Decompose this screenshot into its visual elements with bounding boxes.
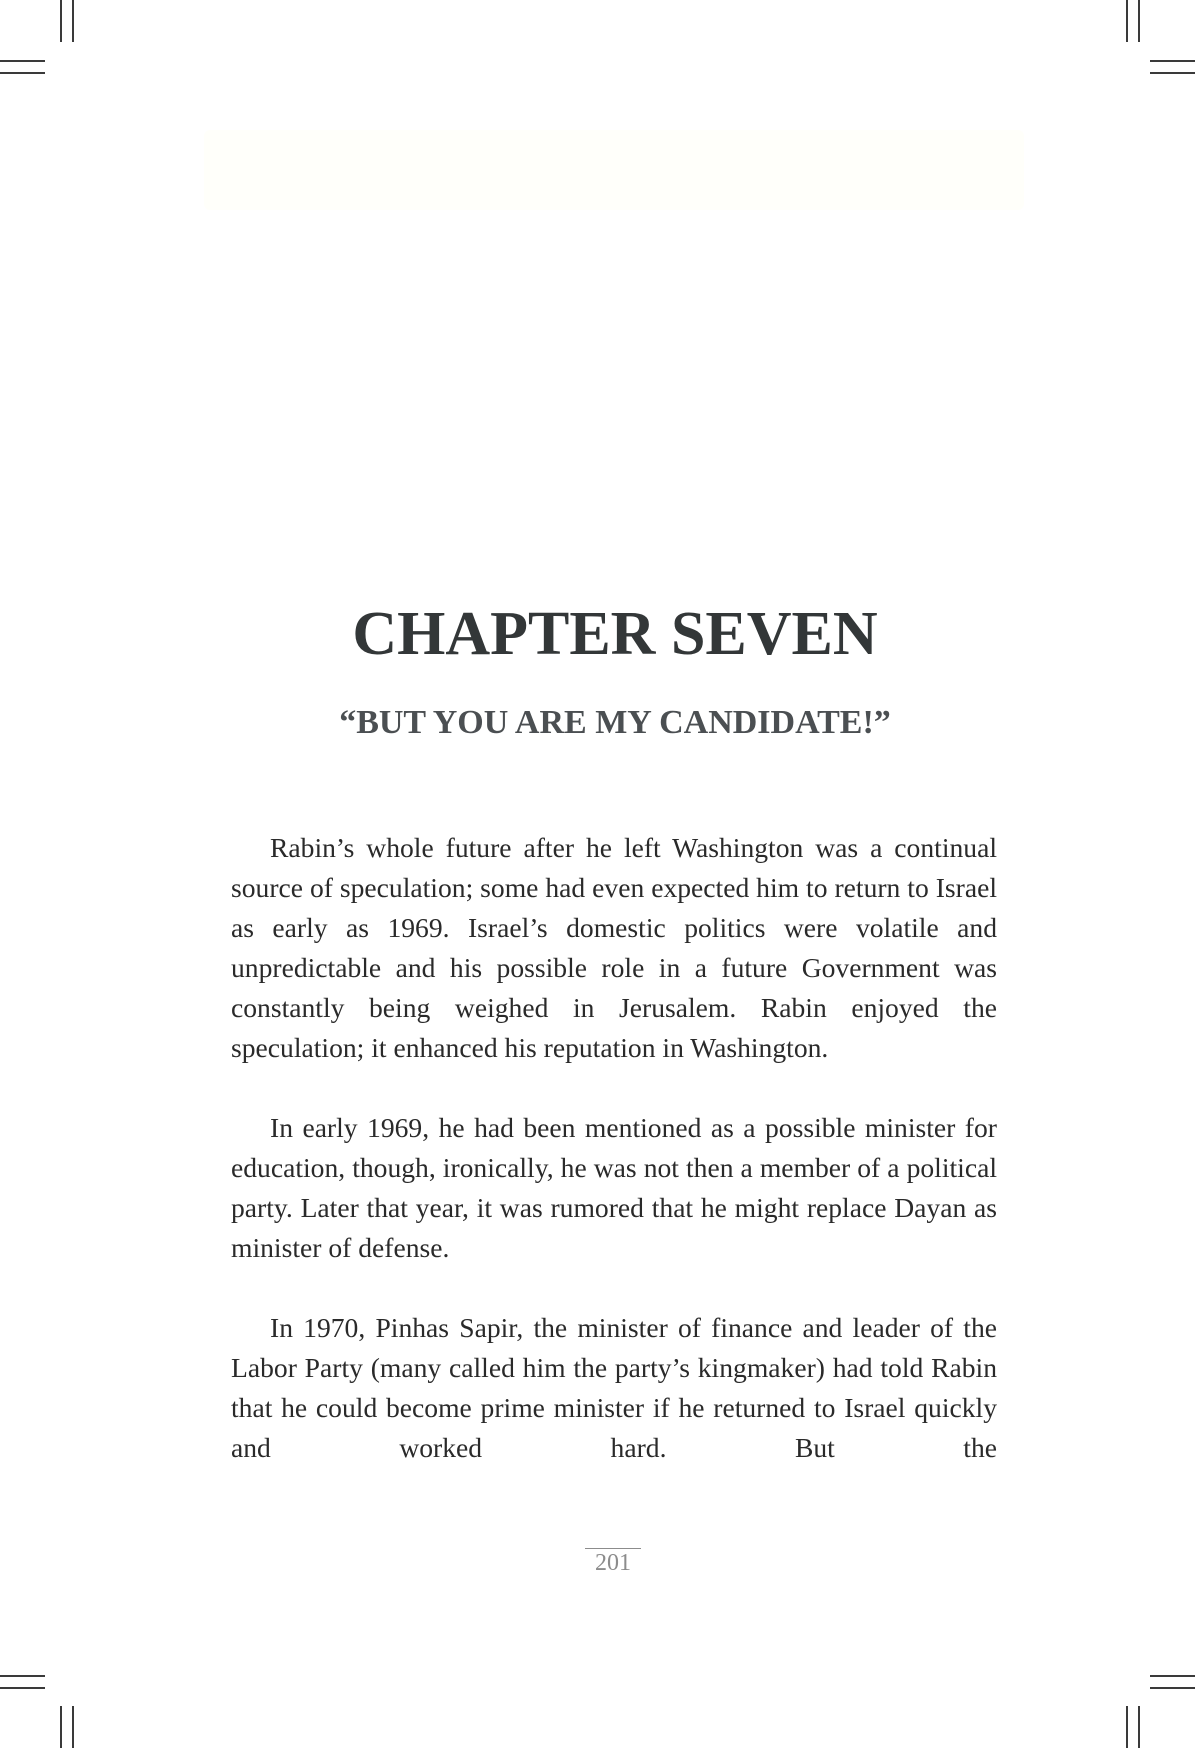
crop-mark-bottom-left-vertical-1 (60, 1706, 62, 1748)
crop-mark-top-right-horizontal-1 (1150, 60, 1195, 62)
paragraph-1: Rabin’s whole future after he left Washington was a continual source of speculation; some had even expected him to return to Israel as early as 1969. Israel’s domestic politics were volatile and unpredictable and his possible role in a future Government was constantly being weighed in Jerusalem. Rabin enjoyed the speculation; it enhanced his reputation in Washington. (231, 832, 997, 1063)
body-text (231, 828, 997, 1468)
crop-mark-bottom-right-vertical-2 (1138, 1706, 1140, 1748)
chapter-subtitle: “BUT YOU ARE MY CANDIDATE!” (339, 704, 891, 741)
paragraph-3: In 1970, Pinhas Sapir, the minister of finance and leader of the Labor Party (many called him the party’s kingmaker) had told Rabin that he could become prime minister if he returned to Israel quickly and worked hard. But the (231, 1312, 997, 1463)
crop-mark-top-left-vertical-2 (72, 0, 74, 42)
crop-mark-bottom-left-horizontal-2 (0, 1687, 45, 1689)
crop-mark-top-right-vertical-2 (1138, 0, 1140, 42)
page-number: 201 (585, 1548, 641, 1577)
crop-mark-top-left-vertical-1 (60, 0, 62, 42)
crop-mark-bottom-right-horizontal-1 (1150, 1675, 1195, 1677)
crop-mark-top-right-horizontal-2 (1150, 72, 1195, 74)
chapter-title: CHAPTER SEVEN (352, 600, 878, 668)
crop-mark-top-right-vertical-1 (1126, 0, 1128, 42)
crop-mark-bottom-left-vertical-2 (72, 1706, 74, 1748)
crop-mark-bottom-left-horizontal-1 (0, 1675, 45, 1677)
header-band (204, 130, 1024, 210)
crop-mark-top-left-horizontal-1 (0, 60, 45, 62)
crop-mark-bottom-right-horizontal-2 (1150, 1687, 1195, 1689)
crop-mark-bottom-right-vertical-1 (1126, 1706, 1128, 1748)
paragraph-2: In early 1969, he had been mentioned as a possible minister for education, though, ironically, he was not then a member of a political party. Later that year, it was rumored that he might replace Dayan as minister of defense. (231, 1112, 997, 1263)
crop-mark-top-left-horizontal-2 (0, 72, 45, 74)
